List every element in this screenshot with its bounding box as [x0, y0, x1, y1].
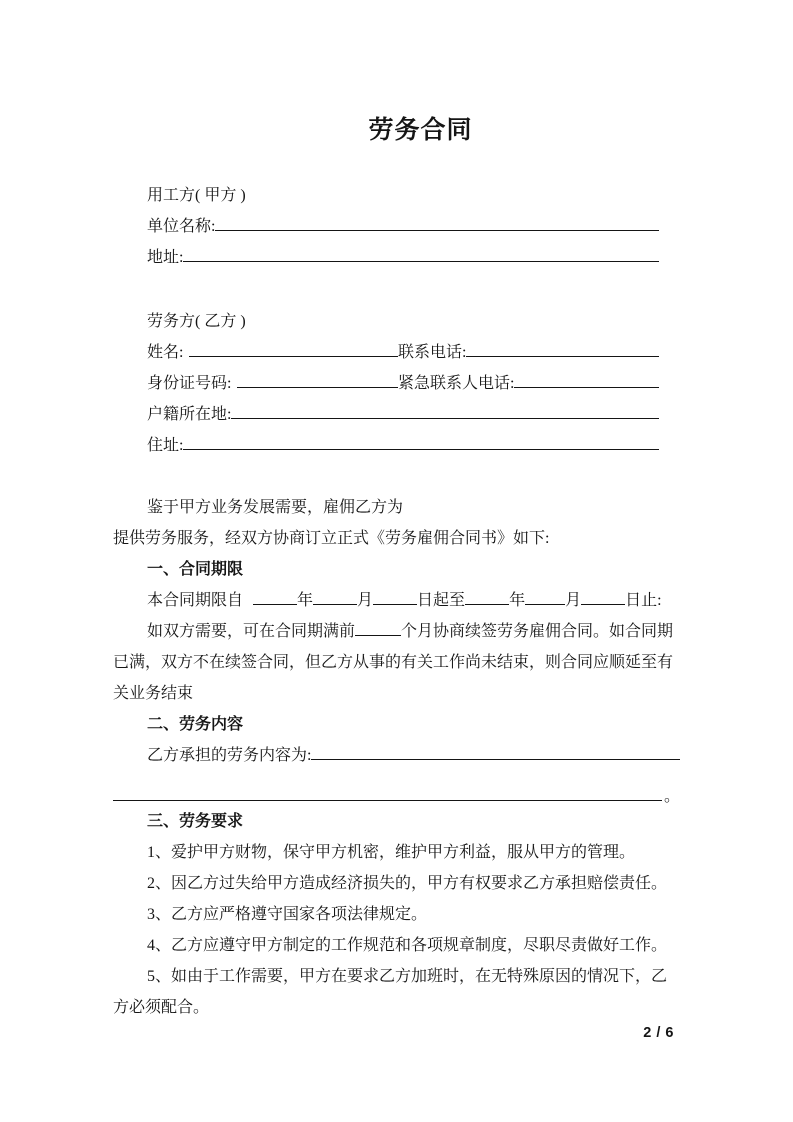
registered-residence-blank[interactable]: [231, 403, 659, 419]
service-content-blank-1[interactable]: [311, 744, 680, 760]
renewal-months-blank[interactable]: [355, 620, 401, 636]
section1-heading: 一、合同期限: [147, 561, 244, 578]
registered-residence-row: [113, 399, 680, 430]
emergency-phone-label: 紧急联系人电话:: [398, 375, 515, 392]
requirement-item-5: 5、如由于工作需要，甲方在要求乙方加班时，在无特殊原因的情况下，乙方必须配合。: [113, 968, 668, 1016]
requirement-item-1-row: [113, 837, 680, 868]
id-number-label: 身份证号码:: [147, 375, 232, 392]
id-number-blank[interactable]: [237, 372, 398, 388]
name-label: 姓名:: [147, 344, 184, 361]
party-a-section: [113, 180, 680, 273]
contract-body-section: [113, 492, 680, 1023]
contract-term-line: [113, 585, 680, 616]
party-b-address-label: 住址:: [147, 437, 184, 454]
service-content-row: [113, 740, 680, 771]
service-content-blank-2[interactable]: [113, 785, 662, 801]
term-suffix: 日止:: [625, 592, 662, 609]
requirement-item-3: 3、乙方应严格遵守国家各项法律规定。: [147, 906, 428, 923]
registered-residence-label: 户籍所在地:: [147, 406, 232, 423]
renewal-line-2-row: [113, 647, 680, 678]
renewal-text-after-blank: 个月协商续签劳务雇佣合同。如合同期: [401, 623, 674, 640]
unit-year-2: 年: [509, 592, 526, 609]
section3-heading: 三、劳务要求: [147, 813, 244, 830]
requirement-item-4: 4、乙方应遵守甲方制定的工作规范和各项规章制度，尽职尽责做好工作。: [147, 937, 668, 954]
requirement-item-1: 1、爱护甲方财物，保守甲方机密，维护甲方利益，服从甲方的管理。: [147, 844, 636, 861]
party-b-heading: 劳务方( 乙方 ): [147, 313, 246, 330]
renewal-text-before-blank: 如双方需要，可在合同期满前: [147, 623, 356, 640]
intro-line-1: 鉴于甲方业务发展需要，雇佣乙方为: [147, 499, 404, 516]
requirement-item-3-row: [113, 899, 680, 930]
party-b-address-blank[interactable]: [183, 434, 659, 450]
renewal-line-1: [113, 616, 680, 647]
full-stop: 。: [663, 788, 680, 805]
party-b-section: [113, 306, 680, 461]
unit-year-1: 年: [297, 592, 314, 609]
requirement-item-2-row: [113, 868, 680, 899]
intro-line-1-row: [113, 492, 680, 523]
section3-heading-row: [113, 806, 680, 837]
document-title: 劳务合同: [368, 116, 473, 144]
requirement-item-2: 2、因乙方过失给甲方造成经济损失的，甲方有权要求乙方承担赔偿责任。: [147, 875, 668, 892]
section2-heading-row: [113, 709, 680, 740]
company-name-label: 单位名称:: [147, 218, 216, 235]
requirement-item-4-row: [113, 930, 680, 961]
name-phone-row: [113, 337, 680, 368]
party-a-address-row: [113, 242, 680, 273]
intro-line-2: 提供劳务服务，经双方协商订立正式《劳务雇佣合同书》如下:: [113, 530, 550, 547]
renewal-line-3-row: [113, 678, 680, 709]
start-month-blank[interactable]: [313, 589, 357, 605]
phone-blank[interactable]: [466, 341, 659, 357]
term-prefix: 本合同期限自: [147, 592, 244, 609]
start-day-blank[interactable]: [373, 589, 417, 605]
renewal-line-2: 已满，双方不在续签合同，但乙方从事的有关工作尚未结束，则合同应顺延至有: [113, 654, 674, 671]
unit-month-2: 月: [565, 592, 582, 609]
end-year-blank[interactable]: [465, 589, 509, 605]
company-name-blank[interactable]: [215, 215, 659, 231]
unit-month-1: 月: [357, 592, 374, 609]
party-a-address-label: 地址:: [147, 249, 184, 266]
party-b-heading-row: [113, 306, 680, 337]
end-month-blank[interactable]: [525, 589, 565, 605]
party-a-heading: 用工方( 甲方 ): [147, 187, 246, 204]
section2-heading: 二、劳务内容: [147, 716, 244, 733]
id-emergency-row: [113, 368, 680, 399]
company-name-row: [113, 211, 680, 242]
start-year-blank[interactable]: [253, 589, 297, 605]
party-b-address-row: [113, 430, 680, 461]
page-number: 2 / 6: [643, 1025, 674, 1041]
phone-label: 联系电话:: [398, 344, 467, 361]
id-number-cell: [147, 368, 398, 399]
party-a-address-blank[interactable]: [183, 246, 659, 262]
term-mid: 日起至: [417, 592, 466, 609]
emergency-phone-blank[interactable]: [514, 372, 659, 388]
party-a-heading-row: [113, 180, 680, 211]
section1-heading-row: [113, 554, 680, 585]
name-blank[interactable]: [189, 341, 398, 357]
name-cell: [147, 337, 398, 368]
end-day-blank[interactable]: [581, 589, 625, 605]
renewal-line-3: 关业务结束: [113, 685, 194, 702]
intro-line-2-row: [113, 523, 680, 554]
service-content-label: 乙方承担的劳务内容为:: [147, 747, 312, 764]
